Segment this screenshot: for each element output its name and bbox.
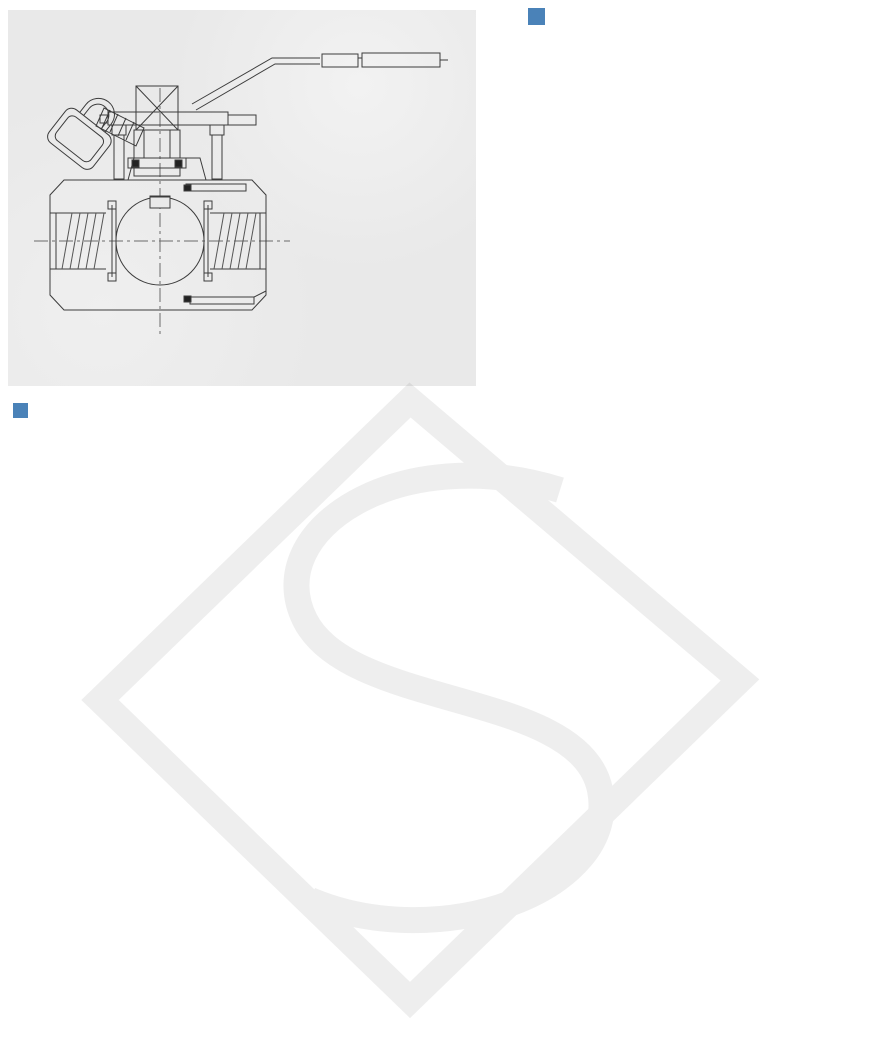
valve-body [50, 158, 266, 310]
logo-watermark [40, 380, 840, 1060]
padlock [44, 85, 130, 173]
valve-drawing [8, 10, 476, 386]
handle [192, 53, 448, 110]
section-bullet-icon [13, 403, 28, 418]
pressure-section-header [13, 403, 44, 418]
valve-diagram-panel [8, 10, 476, 386]
section-bullet-icon [528, 8, 545, 25]
stem-assembly [100, 86, 256, 179]
application-standards-section [528, 8, 884, 36]
